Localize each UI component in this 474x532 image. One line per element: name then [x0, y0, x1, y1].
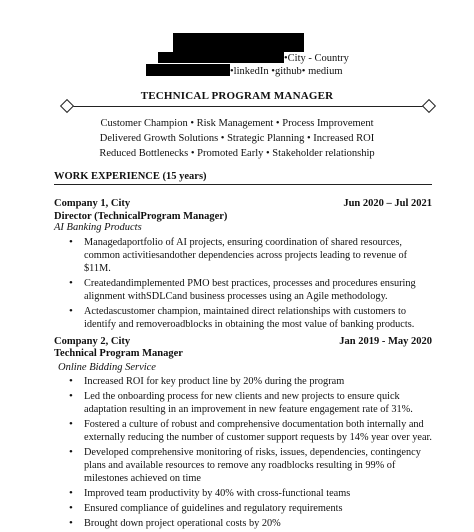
job-header: [54, 198, 432, 209]
job-bullets: [54, 236, 434, 333]
list-item: • Fostered a culture of robust and comprehensive documentation both internally and externally reducing the number of customer support requests by 14% year over year.: [54, 418, 434, 444]
job-bullets: [54, 375, 434, 532]
job-subtitle: AI Banking Products: [54, 222, 142, 233]
skills-line-2: Delivered Growth Solutions • Strategic Planning • Increased ROI: [99, 133, 375, 144]
skills-line-1: Customer Champion • Risk Management • Process Improvement: [100, 118, 374, 129]
redacted-address: [158, 52, 284, 63]
skills-line-3: Reduced Bottlenecks • Promoted Early • Stakeholder relationship: [99, 148, 375, 159]
list-item: • Improved team productivity by 40% with cross-functional teams: [54, 487, 434, 500]
job-subtitle: Online Bidding Service: [58, 362, 156, 373]
title-divider: [69, 106, 426, 107]
company-name: Company 2, City: [54, 336, 131, 347]
section-heading-work: WORK EXPERIENCE (15 years): [54, 171, 207, 182]
job-dates: Jun 2020 – Jul 2021: [343, 198, 432, 209]
section-divider: [54, 184, 432, 185]
list-item: • Increased ROI for key product line by 20% during the program: [54, 375, 434, 388]
list-item: • Actedascustomer champion, maintained direct relationships with customers to identify and removeroadblocks in obtaining the most value of banking products.: [54, 305, 434, 331]
list-item: • Brought down project operational costs by 20%: [54, 517, 434, 530]
job-header: [54, 336, 432, 347]
job-dates: Jan 2019 - May 2020: [339, 336, 432, 347]
job-role: Director (TechnicalProgram Manager): [54, 211, 228, 222]
list-item: • Ensured compliance of guidelines and regulatory requirements: [54, 502, 434, 515]
company-name: Company 1, City: [54, 198, 131, 209]
redacted-name: [173, 33, 304, 52]
job-role: Technical Program Manager: [54, 348, 183, 359]
header-links: •linkedIn •github• medium: [230, 66, 343, 77]
header-location: •City - Country: [284, 53, 349, 64]
list-item: • Led the onboarding process for new clients and new projects to ensure quick adaptation resulting in an improvement in new feature engagement rate of 31%.: [54, 390, 434, 416]
redacted-contact: [146, 64, 230, 76]
list-item: • Createdandimplemented PMO best practices, processes and procedures ensuring alignment withSDLCand business processes using an Agile methodology.: [54, 277, 434, 303]
resume-title: TECHNICAL PROGRAM MANAGER: [140, 90, 334, 102]
list-item: • Managedaportfolio of AI projects, ensuring coordination of shared resources, common activitiesandother dependencies across projects leading to revenue of $11M.: [54, 236, 434, 275]
list-item: • Developed comprehensive monitoring of risks, issues, dependencies, contingency plans and available resources to remove any roadblocks resulting in 99% of milestones achieved on time: [54, 446, 434, 485]
